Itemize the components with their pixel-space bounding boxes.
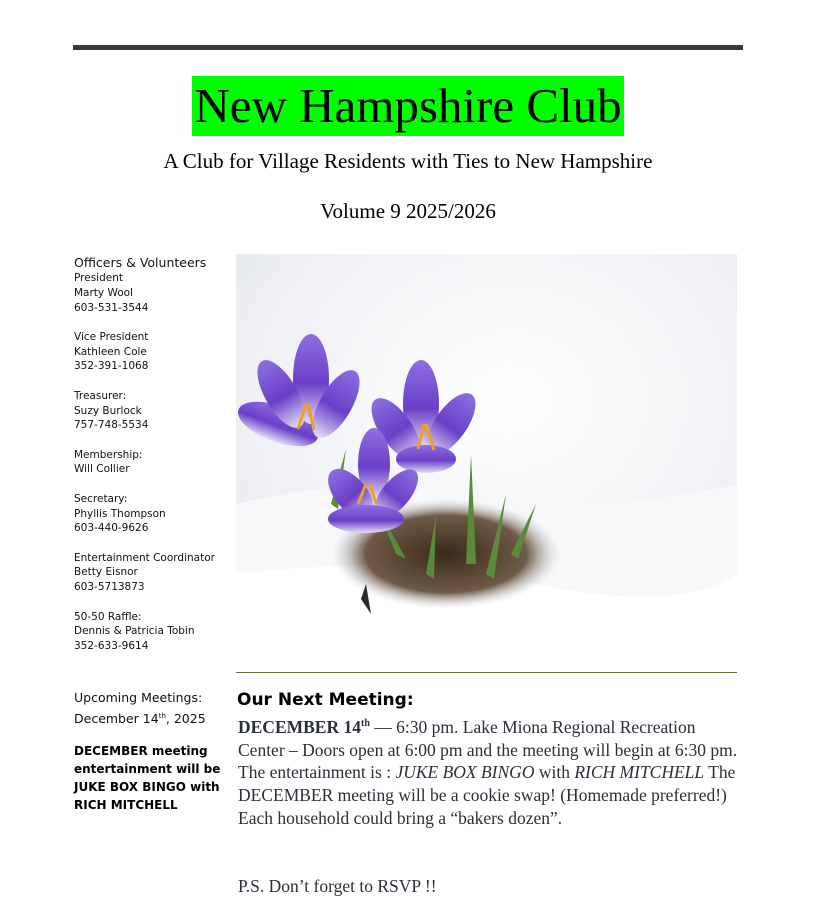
photo-caption-rule: [236, 672, 737, 673]
newsletter-title: New Hampshire Club: [192, 76, 623, 136]
officer-role: Membership:: [74, 448, 143, 461]
officer-phone: 603-440-9626: [74, 522, 149, 535]
officer-name: Marty Wool: [74, 286, 134, 299]
officer-phone: 757-748-5534: [74, 419, 149, 432]
officer-entry: [74, 492, 224, 536]
officer-entry: [74, 551, 224, 595]
officer-entry: [74, 330, 224, 374]
officer-phone: 603-5713873: [74, 581, 145, 594]
officer-role: Secretary:: [74, 492, 128, 505]
crocus-in-snow-photo: [236, 254, 737, 672]
upcoming-date: December 14th, 2025: [74, 711, 206, 727]
officer-phone: 352-633-9614: [74, 640, 149, 653]
officers-sidebar: [74, 254, 224, 668]
newsletter-subtitle: A Club for Village Residents with Ties to New Hampshire: [163, 149, 653, 173]
officer-name: Will Collier: [74, 463, 130, 476]
officer-role: Vice President: [74, 330, 149, 343]
upcoming-meetings: [74, 689, 224, 728]
rsvp-reminder: P.S. Don’t forget to RSVP !!: [238, 876, 437, 896]
officer-role: President: [74, 272, 123, 284]
next-meeting-details: DECEMBER 14th — 6:30 pm. Lake Miona Regional Recreation Center – Doors open at 6:00 pm and the meeting will begin at 6:30 pm. The entertainment is : JUKE BOX BINGO with RICH MITCHELL The DECEMBER meeting will be a cookie swap! (Homemade preferred!) Each household could bring a “bakers dozen”.: [238, 716, 738, 829]
officer-phone: 603-531-3544: [74, 301, 149, 314]
next-meeting-heading: Our Next Meeting:: [237, 690, 414, 710]
officer-entry: [74, 610, 224, 654]
officer-role: Entertainment Coordinator: [74, 551, 215, 564]
officers-heading: Officers & Volunteers: [74, 255, 207, 270]
officer-name: Suzy Burlock: [74, 404, 142, 417]
title-block: [0, 76, 816, 136]
entertainment-note: DECEMBER meeting entertainment will be JUKE BOX BINGO with RICH MITCHELL: [74, 744, 221, 812]
officer-role: Treasurer:: [74, 389, 127, 402]
top-rule: [73, 45, 743, 50]
upcoming-label: Upcoming Meetings:: [74, 690, 203, 705]
officer-entry: [74, 271, 224, 315]
officer-entry: [74, 389, 224, 433]
officer-name: Betty Eisnor: [74, 566, 138, 579]
officer-role: 50-50 Raffle:: [74, 610, 142, 623]
officer-name: Dennis & Patricia Tobin: [74, 625, 195, 638]
officer-name: Phyllis Thompson: [74, 507, 166, 520]
officer-phone: 352-391-1068: [74, 360, 149, 373]
officer-list: [74, 271, 224, 654]
officer-entry: [74, 448, 224, 478]
volume-label: Volume 9 2025/2026: [320, 199, 496, 223]
officer-name: Kathleen Cole: [74, 345, 147, 358]
